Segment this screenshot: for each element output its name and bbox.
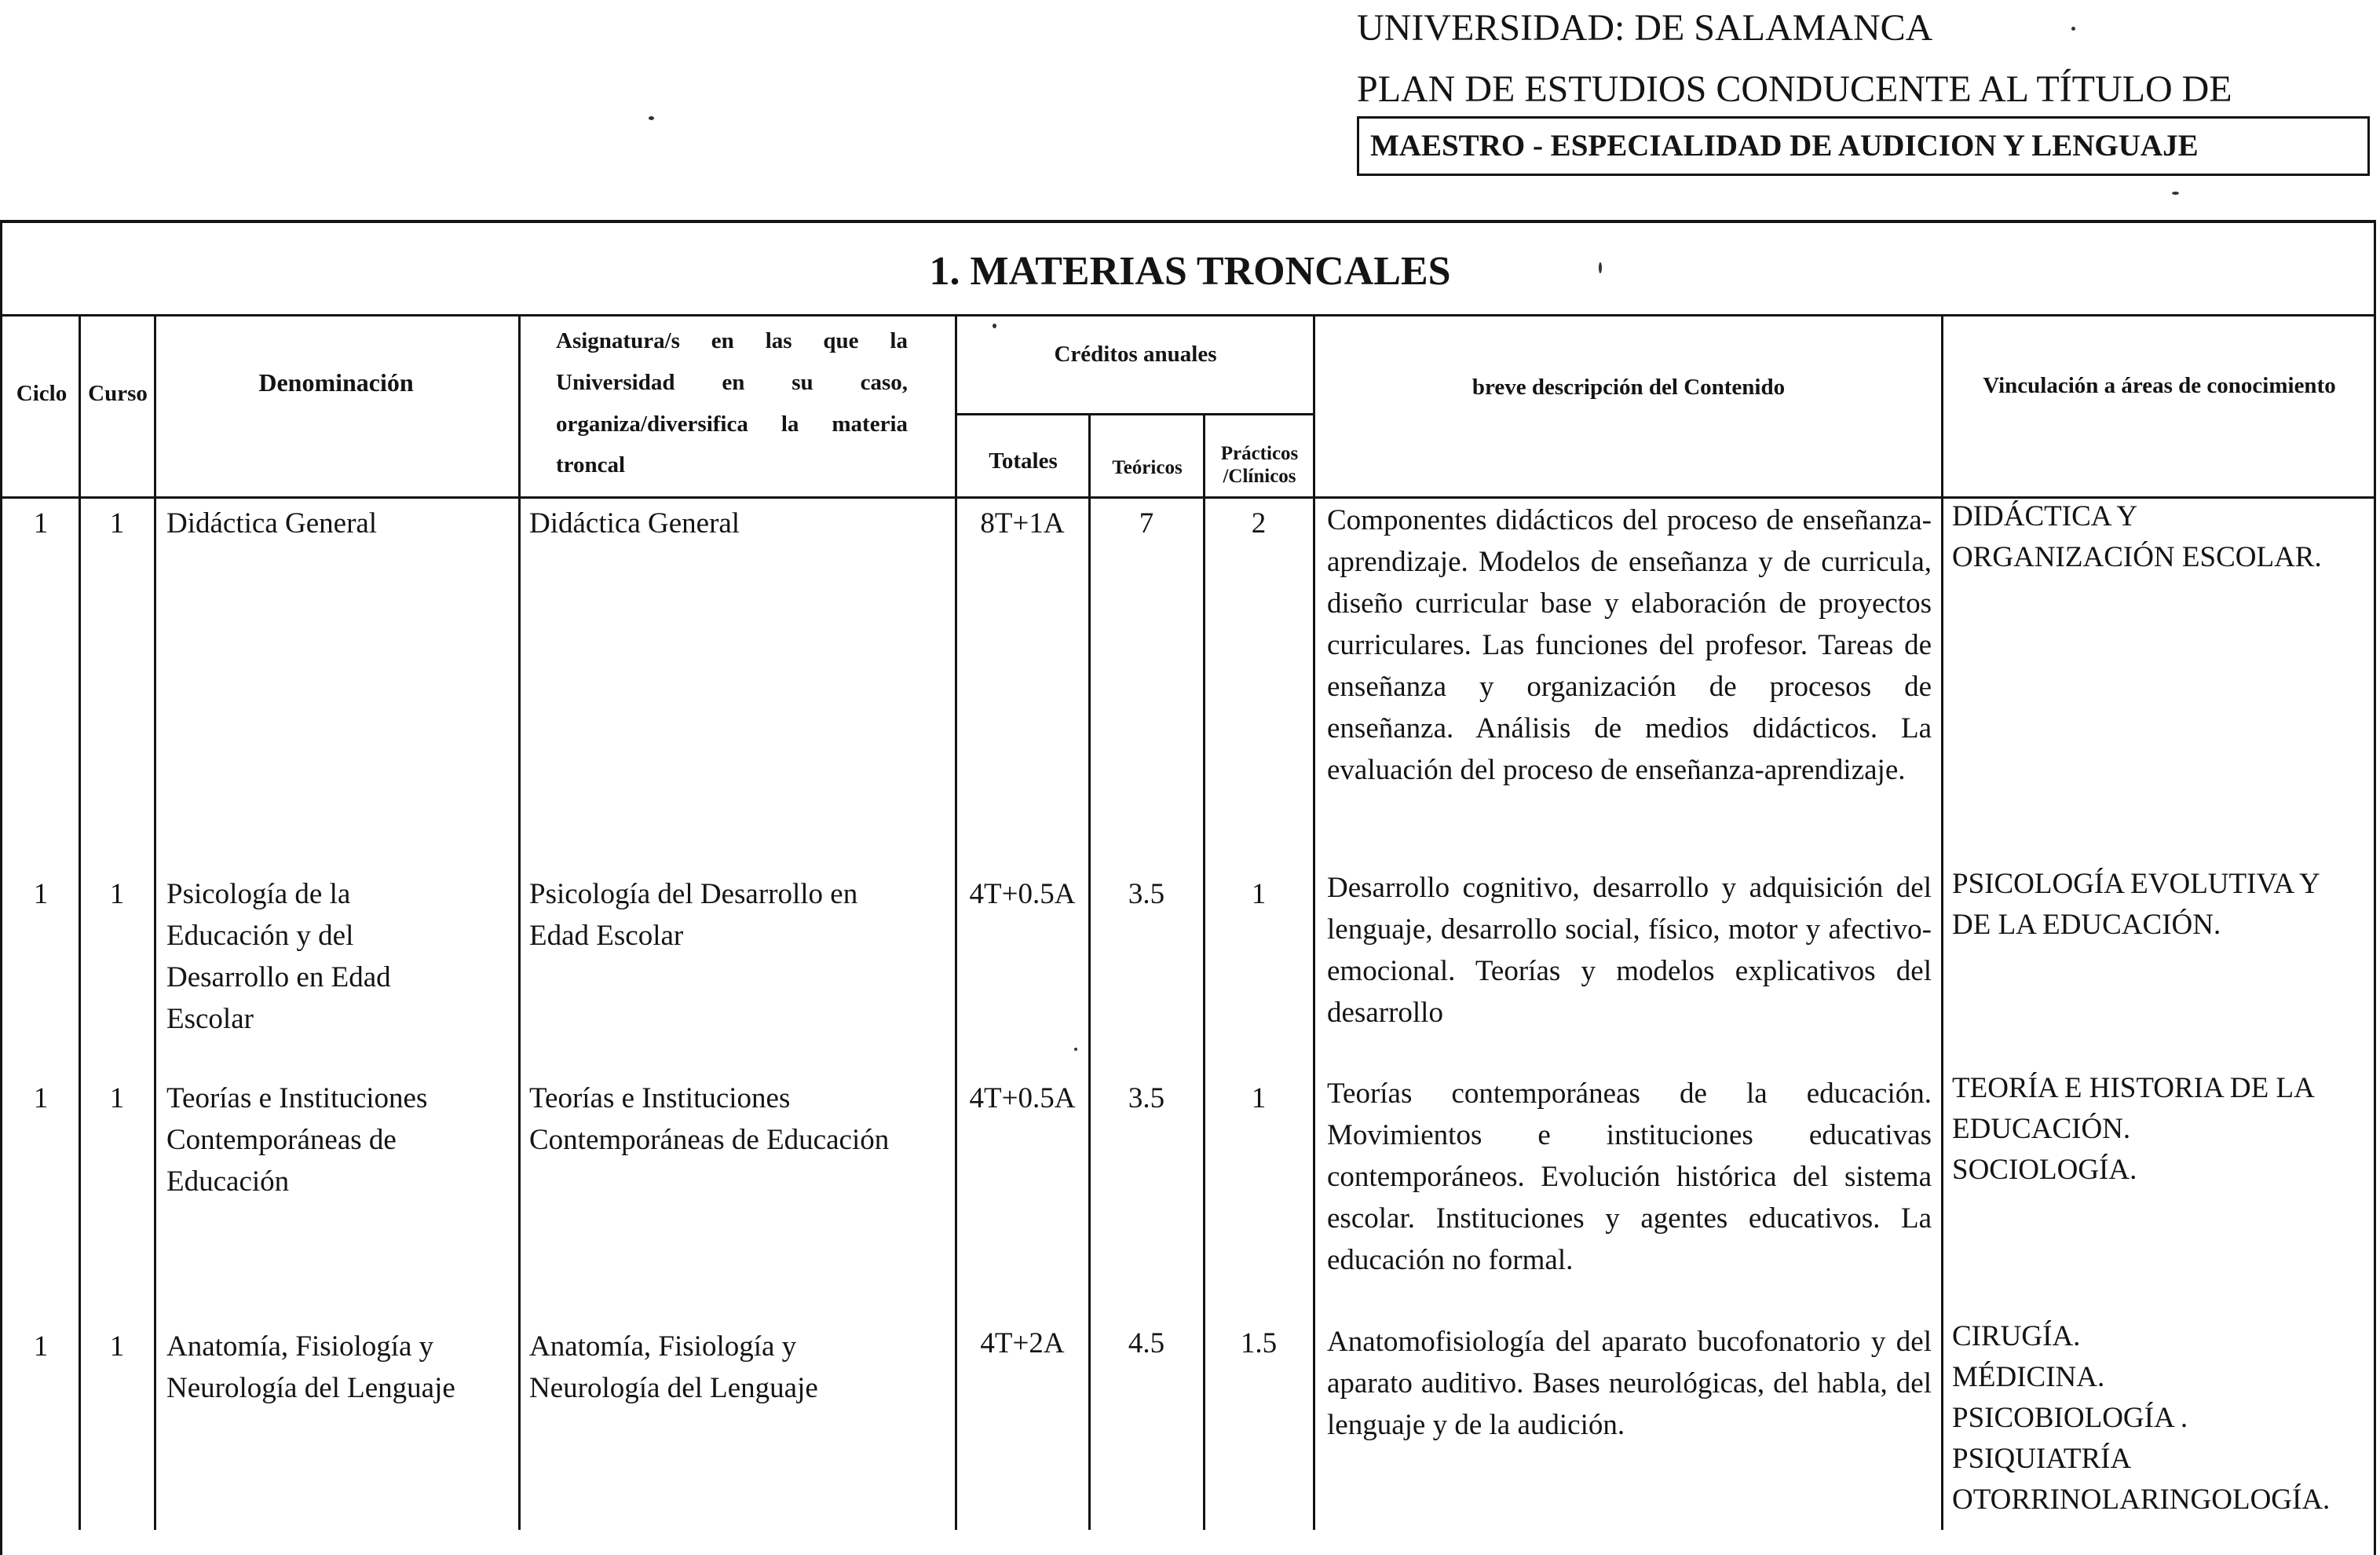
cell-ciclo: 1 bbox=[33, 1330, 49, 1363]
cell-practicos: 1 bbox=[1251, 1082, 1267, 1114]
cell-totales: 4T+0.5A bbox=[969, 1082, 1076, 1114]
cell-asignatura: Anatomía, Fisiología y Neurología del Lenguaje bbox=[529, 1330, 818, 1404]
cell-descripcion: Anatomofisiología del aparato bucofonatorio y del aparato auditivo. Bases neurológicas, del habla, del lenguaje y de la audición. bbox=[1327, 1326, 1932, 1441]
cell-practicos: 1 bbox=[1251, 878, 1267, 910]
cell-curso: 1 bbox=[109, 1330, 125, 1363]
area-line: OTORRINOLARINGOLOGÍA. bbox=[1952, 1484, 2331, 1516]
cell-practicos: 2 bbox=[1251, 507, 1267, 540]
cell-totales: 8T+1A bbox=[980, 507, 1065, 540]
col-header-teoricos: Teóricos bbox=[1112, 457, 1183, 478]
area-line: CIRUGÍA. bbox=[1952, 1320, 2081, 1352]
cell-totales: 4T+0.5A bbox=[969, 878, 1076, 910]
cell-asignatura: Didáctica General bbox=[529, 507, 740, 540]
cell-ciclo: 1 bbox=[33, 878, 49, 910]
cell-asignatura: Psicología del Desarrollo en Edad Escolar bbox=[529, 878, 858, 952]
cell-ciclo: 1 bbox=[33, 1082, 49, 1114]
scan-speck bbox=[2071, 27, 2075, 31]
col-header-asignatura: Asignatura/s en las que la Universidad en su caso, organiza/diversifica la materia troncal bbox=[556, 328, 908, 478]
col-header-vinculacion: Vinculación a áreas de conocimiento bbox=[1983, 373, 2336, 398]
col-divider bbox=[154, 314, 156, 1530]
cell-curso: 1 bbox=[109, 1082, 125, 1114]
col-header-totales: Totales bbox=[989, 448, 1058, 474]
area-line: DIDÁCTICA Y bbox=[1952, 500, 2138, 532]
cell-areas bbox=[1952, 496, 2373, 578]
cell-denominacion: Didáctica General bbox=[166, 507, 378, 540]
cell-descripcion: Teorías contemporáneas de la educación. Movimientos e instituciones educativas contemporáneos. Evolución histórica del sistema escolar. Instituciones y agentes educativos. La educación no formal. bbox=[1327, 1078, 1932, 1276]
col-header-practicos: Prácticos /Clínicos bbox=[1220, 443, 1299, 487]
area-line: EDUCACIÓN. bbox=[1952, 1113, 2131, 1145]
rule-under-title bbox=[0, 314, 2376, 316]
cell-teoricos: 7 bbox=[1139, 507, 1154, 540]
cell-teoricos: 3.5 bbox=[1128, 1082, 1165, 1114]
area-line: TEORÍA E HISTORIA DE LA bbox=[1952, 1072, 2315, 1104]
area-line: SOCIOLOGÍA. bbox=[1952, 1154, 2137, 1186]
col-header-denominacion: Denominación bbox=[258, 368, 414, 397]
degree-title: MAESTRO - ESPECIALIDAD DE AUDICION Y LENGUAJE bbox=[1357, 116, 2370, 176]
scan-speck bbox=[2172, 192, 2179, 195]
cell-totales: 4T+2A bbox=[980, 1327, 1065, 1359]
area-line: ORGANIZACIÓN ESCOLAR. bbox=[1952, 541, 2322, 573]
cell-curso: 1 bbox=[109, 878, 125, 910]
cell-ciclo: 1 bbox=[33, 507, 49, 540]
section-title: 1. MATERIAS TRONCALES bbox=[929, 249, 1451, 294]
cell-curso: 1 bbox=[109, 507, 125, 540]
cell-descripcion: Componentes didácticos del proceso de enseñanza-aprendizaje. Modelos de enseñanza y de curricula, diseño curricular base y elaboración de proyectos curriculares. Las funciones del profesor. Tareas de enseñanza y organización de procesos de enseñanza. Análisis de medios didácticos. La evaluación del proceso de enseñanza-aprendizaje. bbox=[1327, 504, 1932, 786]
cell-teoricos: 3.5 bbox=[1128, 878, 1165, 910]
col-header-descripcion: breve descripción del Contenido bbox=[1472, 375, 1786, 400]
university-name: UNIVERSIDAD: DE SALAMANCA bbox=[1357, 7, 1933, 49]
area-line: PSICOBIOLOGÍA . bbox=[1952, 1402, 2188, 1434]
col-divider bbox=[518, 314, 521, 1530]
rule-under-creditos bbox=[956, 413, 1314, 415]
scan-speck bbox=[649, 116, 654, 120]
cell-denominacion: Psicología de la Educación y del Desarrollo en Edad Escolar bbox=[166, 878, 391, 1035]
cell-areas bbox=[1952, 1316, 2376, 1520]
col-divider bbox=[1941, 314, 1943, 1530]
col-header-curso: Curso bbox=[88, 381, 148, 406]
col-header-ciclo: Ciclo bbox=[16, 381, 68, 406]
cell-denominacion: Teorías e Instituciones Contemporáneas de Educación bbox=[166, 1082, 428, 1198]
area-line: PSIQUIATRÍA bbox=[1952, 1443, 2132, 1475]
cell-areas bbox=[1952, 1068, 2373, 1191]
area-line: DE LA EDUCACIÓN. bbox=[1952, 909, 2221, 941]
cell-teoricos: 4.5 bbox=[1128, 1327, 1165, 1359]
col-header-creditos: Créditos anuales bbox=[1054, 342, 1217, 367]
cell-areas bbox=[1952, 864, 2373, 946]
area-line: PSICOLOGÍA EVOLUTIVA Y bbox=[1952, 868, 2320, 900]
cell-denominacion: Anatomía, Fisiología y Neurología del Lenguaje bbox=[166, 1330, 455, 1404]
area-line: MÉDICINA. bbox=[1952, 1361, 2105, 1393]
cell-asignatura: Teorías e Instituciones Contemporáneas de Educación bbox=[529, 1082, 890, 1156]
plan-title: PLAN DE ESTUDIOS CONDUCENTE AL TÍTULO DE bbox=[1357, 68, 2232, 110]
cell-practicos: 1.5 bbox=[1240, 1327, 1278, 1359]
cell-descripcion: Desarrollo cognitivo, desarrollo y adquisición del lenguaje, desarrollo social, físico, motor y afectivo-emocional. Teorías y modelos explicativos del desarrollo bbox=[1327, 872, 1932, 1029]
